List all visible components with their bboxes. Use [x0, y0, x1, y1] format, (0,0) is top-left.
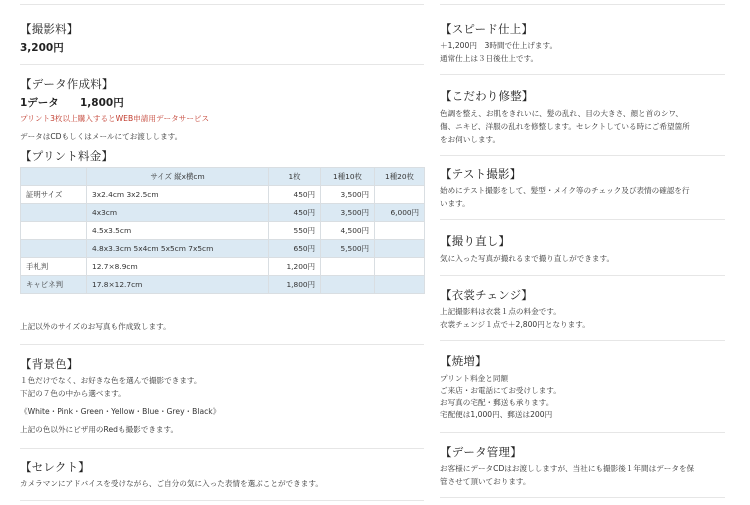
row-label: キャビネ判	[21, 276, 87, 294]
row-price-10: 4,500円	[321, 222, 375, 240]
reprint-title: 【焼増】	[440, 354, 487, 368]
data-fee-unit: 1データ	[20, 97, 59, 109]
divider	[440, 432, 725, 433]
row-label: 証明サイズ	[21, 186, 87, 204]
speed-line: ＋1,200円 3時間で仕上げます。	[440, 41, 558, 50]
row-size: 4.8x3.3cm 5x4cm 5x5cm 7x5cm	[87, 240, 269, 258]
row-price-20	[375, 258, 425, 276]
test-line: います。	[440, 199, 470, 208]
row-price-20	[375, 276, 425, 294]
data-fee-note: データはCDもしくはメールにてお渡しします。	[20, 132, 183, 141]
test-title: 【テスト撮影】	[440, 167, 522, 181]
row-price-20	[375, 240, 425, 258]
data-mgmt-line: お客様にデータCDはお渡ししますが、当社にも撮影後１年間はデータを保	[440, 464, 695, 473]
row-price-10: 3,500円	[321, 204, 375, 222]
table-header-cell: 1種10枚	[321, 168, 375, 186]
row-size: 3x2.4cm 3x2.5cm	[87, 186, 269, 204]
data-fee-title: 【データ作成料】	[20, 77, 114, 91]
row-price-1: 550円	[269, 222, 321, 240]
row-price-20: 6,000円	[375, 204, 425, 222]
reprint-line: ご来店・お電話にてお受けします。	[440, 386, 561, 395]
retouch-title: 【こだわり修整】	[440, 89, 534, 103]
retake-title: 【撮り直し】	[440, 234, 511, 248]
reprint-line: お写真の宅配・郵送も承ります。	[440, 398, 554, 407]
shooting-fee-price: 3,200円	[20, 42, 64, 54]
row-price-10	[321, 276, 375, 294]
row-price-20	[375, 186, 425, 204]
background-line: １色だけでなく、お好きな色を選んで撮影できます。	[20, 376, 202, 385]
row-price-1: 450円	[269, 204, 321, 222]
row-size: 4.5x3.5cm	[87, 222, 269, 240]
divider	[20, 500, 424, 501]
row-price-10	[321, 258, 375, 276]
row-price-10: 3,500円	[321, 186, 375, 204]
row-size: 17.8×12.7cm	[87, 276, 269, 294]
divider	[440, 497, 725, 498]
table-header-cell	[21, 168, 87, 186]
costume-title: 【衣裳チェンジ】	[440, 288, 533, 302]
row-price-10: 5,500円	[321, 240, 375, 258]
retouch-line: 色調を整え、お肌をきれいに、髪の乱れ、目の大きさ、顔と首のシワ、	[440, 109, 683, 118]
table-header-cell: サイズ 縦x横cm	[87, 168, 269, 186]
row-price-1: 450円	[269, 186, 321, 204]
row-label	[21, 204, 87, 222]
print-fee-title: 【プリント料金】	[20, 149, 114, 163]
speed-title: 【スピード仕上】	[440, 22, 534, 36]
costume-line: 上記撮影料は衣裳１点の料金です。	[440, 307, 561, 316]
row-label: 手札判	[21, 258, 87, 276]
table-row	[21, 258, 425, 276]
background-line: 下記の７色の中から選べます。	[20, 389, 126, 398]
row-price-1: 1,200円	[269, 258, 321, 276]
table-header-cell: 1種20枚	[375, 168, 425, 186]
retouch-line: 傷、ニキビ、洋服の乱れを修整します。セレクトしている時にご希望箇所	[440, 122, 690, 131]
row-price-20	[375, 222, 425, 240]
background-colors: 《White・Pink・Green・Yellow・Blue・Grey・Black》	[20, 407, 221, 416]
table-row	[21, 240, 425, 258]
row-price-1: 650円	[269, 240, 321, 258]
table-row	[21, 276, 425, 294]
speed-line: 通常仕上は３日後仕上です。	[440, 54, 539, 63]
divider	[20, 448, 424, 449]
data-fee-price: 1,800円	[80, 97, 124, 109]
row-price-1: 1,800円	[269, 276, 321, 294]
table-row	[21, 222, 425, 240]
retouch-line: をお伺いします。	[440, 135, 501, 144]
divider	[440, 340, 725, 341]
test-line: 始めにテスト撮影をして、髪型・メイク等のチェック及び表情の確認を行	[440, 186, 690, 195]
divider	[440, 4, 725, 5]
divider	[440, 74, 725, 75]
divider	[440, 219, 725, 220]
row-label	[21, 240, 87, 258]
divider	[440, 155, 725, 156]
reprint-line: プリント料金と同額	[440, 374, 509, 383]
table-row	[21, 186, 425, 204]
select-text: カメラマンにアドバイスを受けながら、ご自分の気に入った表情を選ぶことができます。	[20, 479, 323, 488]
background-title: 【背景色】	[20, 357, 79, 371]
shooting-fee-title: 【撮影料】	[20, 22, 79, 36]
divider	[20, 4, 424, 5]
data-fee-promo: プリント3枚以上購入するとWEB申請用データサービス	[20, 114, 210, 123]
print-fee-note: 上記以外のサイズのお写真も作成致します。	[20, 322, 171, 331]
row-size: 12.7×8.9cm	[87, 258, 269, 276]
print-price-table	[20, 167, 425, 294]
divider	[440, 275, 725, 276]
table-header-row	[21, 168, 425, 186]
background-extra: 上記の色以外にビザ用のRedも撮影できます。	[20, 425, 179, 434]
retake-line: 気に入った写真が撮れるまで撮り直しができます。	[440, 254, 615, 263]
row-size: 4x3cm	[87, 204, 269, 222]
costume-line: 衣裳チェンジ１点で＋2,800円となります。	[440, 320, 590, 329]
row-label	[21, 222, 87, 240]
data-mgmt-title: 【データ管理】	[440, 445, 522, 459]
reprint-line: 宅配便は1,000円、郵送は200円	[440, 410, 553, 419]
divider	[20, 344, 424, 345]
select-title: 【セレクト】	[20, 460, 90, 474]
table-row	[21, 204, 425, 222]
table-header-cell: 1枚	[269, 168, 321, 186]
data-mgmt-line: 管させて頂いております。	[440, 477, 531, 486]
divider	[20, 64, 424, 65]
